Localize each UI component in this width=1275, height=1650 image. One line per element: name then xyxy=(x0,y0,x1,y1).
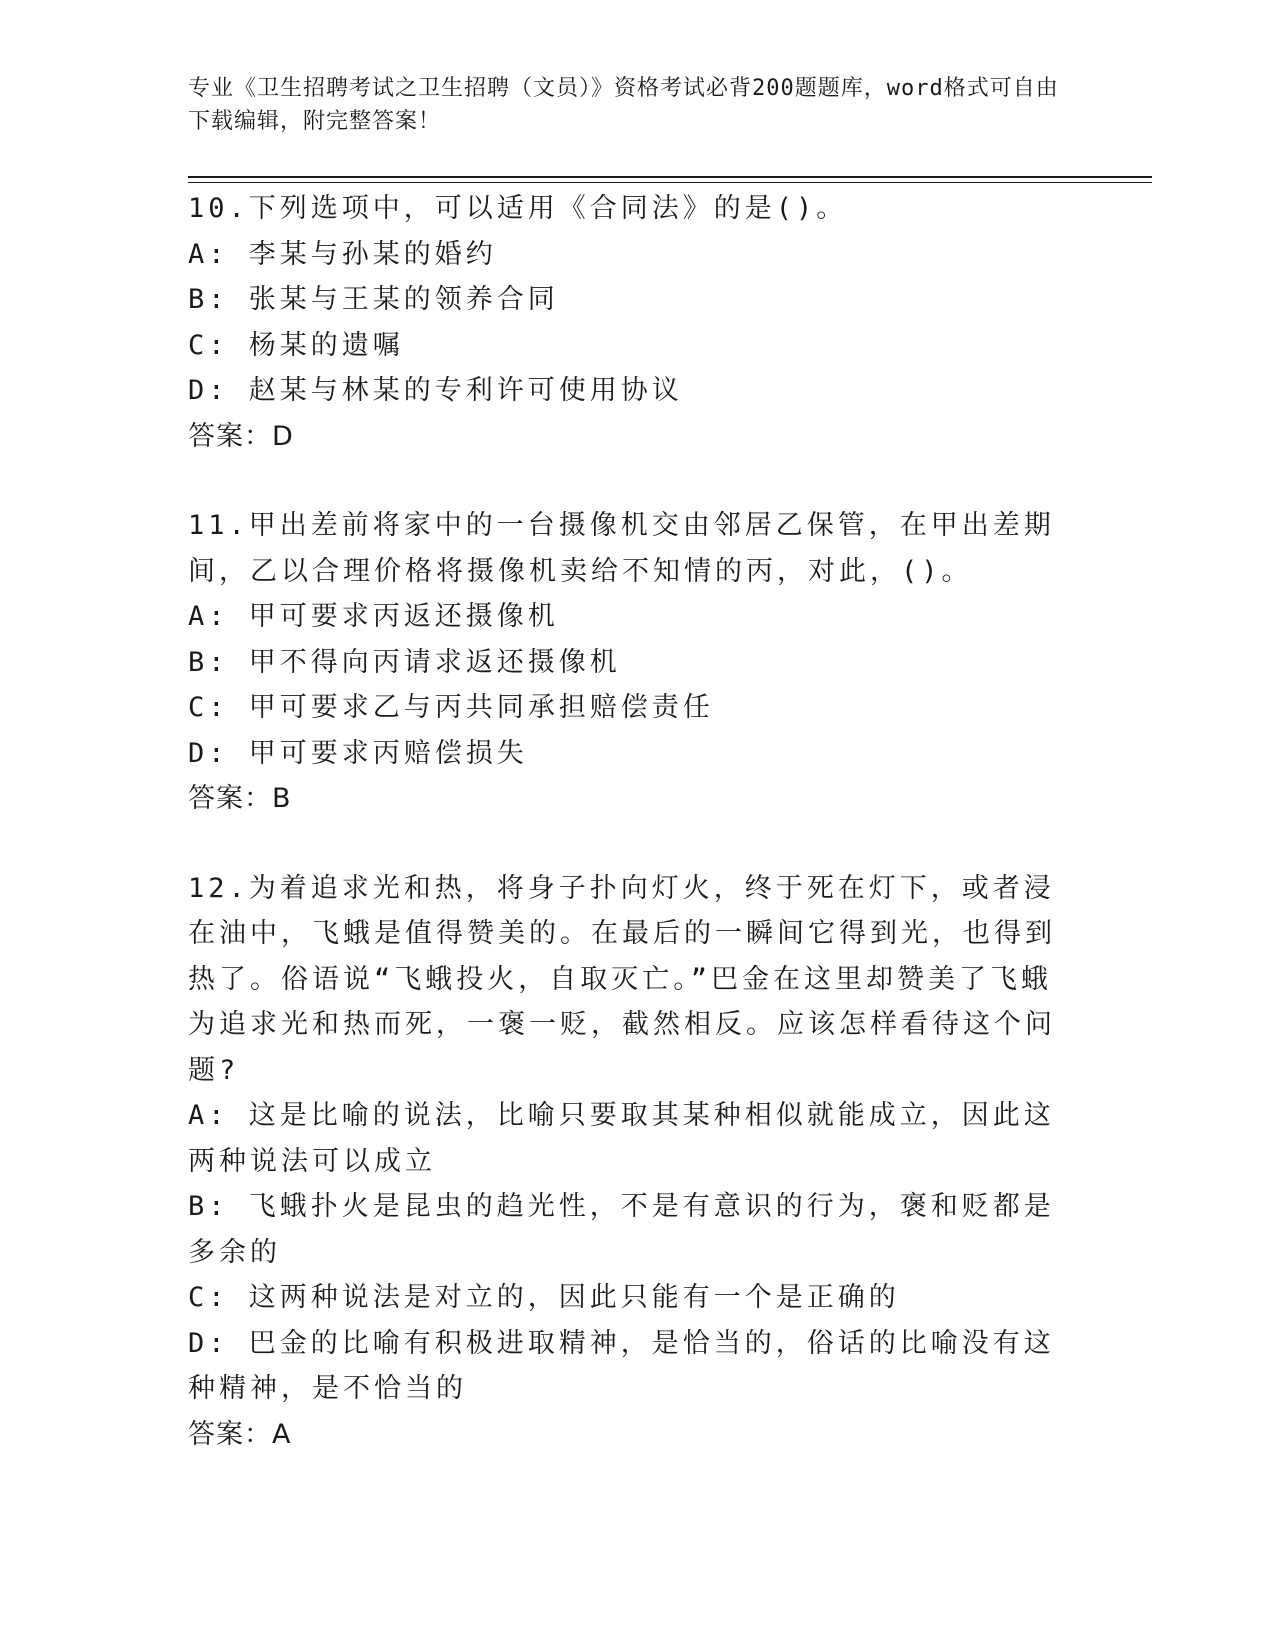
document-header: 专业《卫生招聘考试之卫生招聘（文员）》资格考试必背200题题库，word格式可自由下载编辑，附完整答案！ xyxy=(188,76,1059,134)
header-divider-thick xyxy=(188,176,1152,178)
option-a: A: 李某与孙某的婚约 xyxy=(188,238,497,270)
option-d: D: 巴金的比喻有积极进取精神，是恰当的，俗话的比喻没有这种精神，是不恰当的 xyxy=(188,1327,1055,1404)
option-d: D: 赵某与林某的专利许可使用协议 xyxy=(188,375,683,406)
question-12 xyxy=(188,866,1078,1458)
question-10 xyxy=(188,186,1078,459)
option-a: A: 这是比喻的说法，比喻只要取其某种相似就能成立，因此这两种说法可以成立 xyxy=(188,1100,1055,1177)
option-b: B: 甲不得向丙请求返还摄像机 xyxy=(188,646,621,678)
option-b: B: 张某与王某的领养合同 xyxy=(188,284,559,315)
option-a: A: 甲可要求丙返还摄像机 xyxy=(188,601,559,632)
question-11 xyxy=(188,503,1078,822)
question-stem: 12.为着追求光和热，将身子扑向灯火，终于死在灯下，或者浸在油中，飞蛾是值得赞美的。在最后的一瞬间它得到光，也得到热了。俗语说“飞蛾投火，自取灭亡。”巴金在这里却赞美了飞蛾为追求光和热而死，一褒一贬，截然相反。应该怎样看待这个问题? xyxy=(188,872,1056,1086)
option-c: C: 杨某的遗嘱 xyxy=(188,329,404,361)
question-stem: 11.甲出差前将家中的一台摄像机交由邻居乙保管，在甲出差期间，乙以合理价格将摄像机卖给不知情的丙，对此，()。 xyxy=(188,510,1055,587)
question-stem: 10.下列选项中，可以适用《合同法》的是()。 xyxy=(188,193,848,224)
answer-label: 答案：A xyxy=(188,1418,292,1450)
answer-label: 答案：B xyxy=(188,783,292,814)
question-list xyxy=(188,186,1078,1501)
answer-label: 答案：D xyxy=(188,420,294,452)
option-c: C: 这两种说法是对立的，因此只能有一个是正确的 xyxy=(188,1282,900,1313)
option-d: D: 甲可要求丙赔偿损失 xyxy=(188,737,528,769)
option-b: B: 飞蛾扑火是昆虫的趋光性，不是有意识的行为，褒和贬都是多余的 xyxy=(188,1191,1055,1268)
option-c: C: 甲可要求乙与丙共同承担赔偿责任 xyxy=(188,692,714,723)
header-divider-thin xyxy=(188,182,1152,183)
